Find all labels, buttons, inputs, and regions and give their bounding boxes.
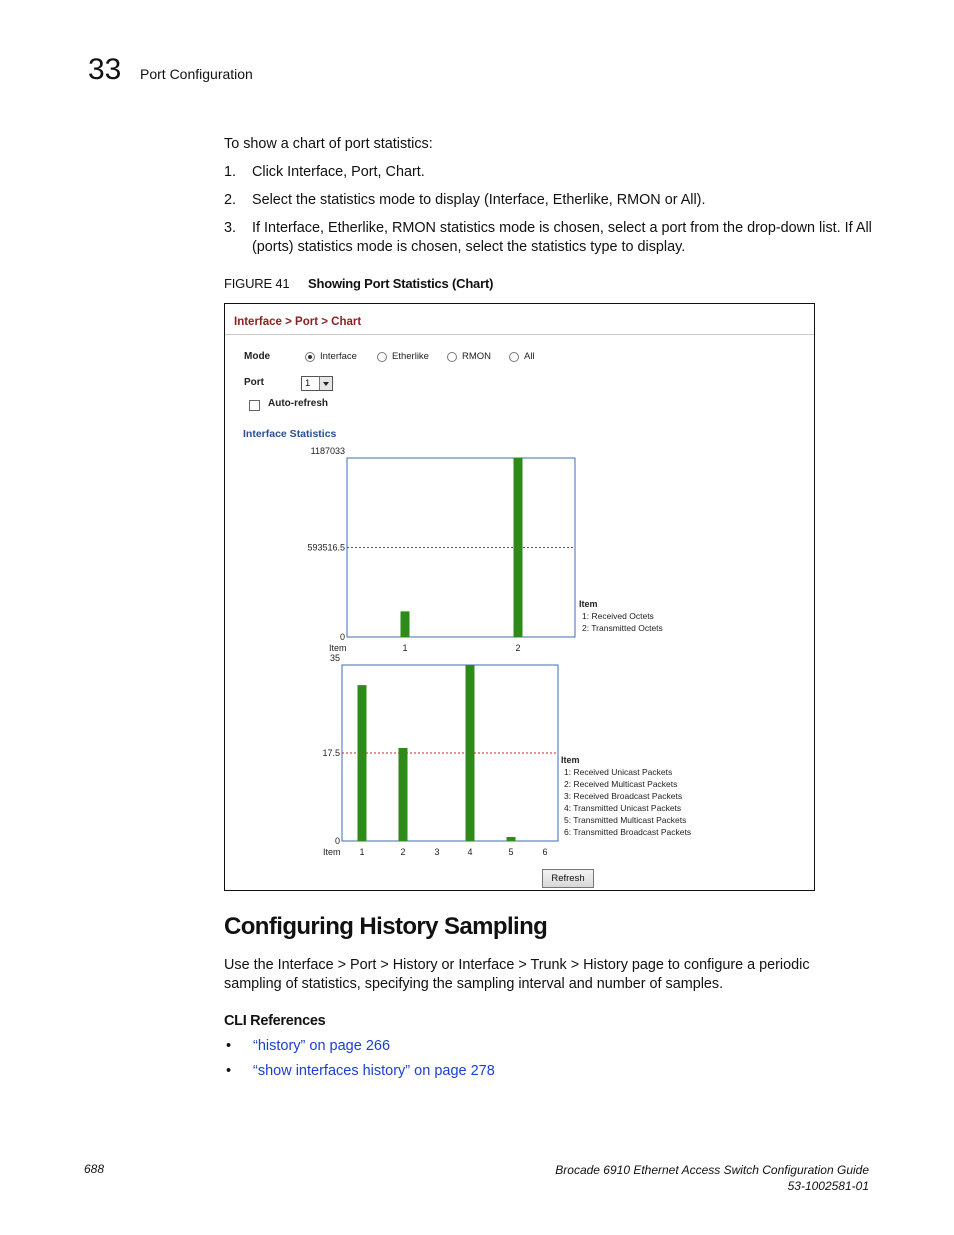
chart-x-tick-label: 1 [402,643,408,653]
section-title: Configuring History Sampling [224,913,548,940]
list-item [224,1059,495,1084]
chevron-down-icon[interactable] [319,377,332,390]
chart-bar [514,458,523,637]
footer-doc-number: 53-1002581-01 [787,1179,869,1193]
cli-references-title: CLI References [224,1013,326,1029]
steps-list [224,163,874,266]
radio-icon[interactable] [509,352,519,362]
refresh-button[interactable]: Refresh [542,869,594,888]
interface-statistics-title: Interface Statistics [243,428,337,440]
chart-plot-frame [347,458,575,637]
chart-bar [399,748,408,841]
mode-option-label: Etherlike [392,351,429,362]
chart-x-tick-label: 4 [467,847,473,857]
chart-x-tick-label: 3 [434,847,440,857]
footer-doc-title: Brocade 6910 Ethernet Access Switch Configuration Guide [555,1163,869,1177]
chart-x-label: Item [323,847,341,857]
step-item [224,163,874,182]
port-select[interactable] [301,376,333,391]
mode-option-all[interactable] [509,351,535,362]
breadcrumb-divider [225,334,814,335]
chapter-number: 33 [88,53,122,86]
chart-x-tick-label: 5 [508,847,514,857]
figure-caption-text: Showing Port Statistics (Chart) [308,276,494,291]
chart-y-tick-label: 593516.5 [307,542,345,553]
radio-selected-icon[interactable] [305,352,315,362]
chart-y-tick-label: 0 [339,632,345,642]
chapter-title: Port Configuration [140,66,253,82]
step-number: 2. [224,192,237,208]
mode-option-label: All [524,351,535,362]
cli-reference-link[interactable]: “history” on page 266 [253,1038,391,1054]
chart-legend-title: Item [561,755,580,765]
chart-legend-entry: 3: Received Broadcast Packets [564,791,683,801]
port-label: Port [244,377,264,388]
figure-caption [224,276,493,291]
chart-bar [466,665,475,841]
mode-label: Mode [244,351,271,362]
chart-x-tick-label: 2 [515,643,521,653]
chart-legend-entry: 2: Transmitted Octets [582,623,663,633]
chart-legend-entry: 1: Received Unicast Packets [564,767,673,777]
list-item [224,1034,495,1059]
radio-icon[interactable] [377,352,387,362]
auto-refresh-label: Auto-refresh [268,398,329,409]
chart-legend-entry: 2: Received Multicast Packets [564,779,678,789]
chart-legend-entry: 1: Received Octets [582,611,654,621]
chart-y-tick-label: 17.5 [322,748,340,758]
chart-bar [401,611,410,637]
step-item [224,191,874,210]
step-number: 1. [224,164,237,180]
chart-y-tick-label: 35 [329,653,340,663]
chart-x-tick-label: 2 [400,847,406,857]
figure-screenshot [224,303,815,891]
chart-legend-entry: 4: Transmitted Unicast Packets [564,803,682,813]
page-number: 688 [84,1162,105,1176]
chart-y-tick-label: 0 [334,836,340,846]
mode-option-interface[interactable] [305,351,357,362]
section-text: Use the Interface > Port > History or Interface > Trunk > History page to configure a periodic sampling of statistics, specifying the sampling interval and number of samples. [224,957,810,992]
step-number: 3. [224,220,237,236]
bullet-icon: • [226,1063,232,1079]
step-item [224,219,874,257]
chart-legend-entry: 5: Transmitted Multicast Packets [564,815,687,825]
bullet-icon: • [226,1038,232,1054]
chart-y-tick-label: 1187033 [310,446,345,456]
footer-doc-info [555,1162,869,1194]
chart-x-tick-label: 1 [359,847,365,857]
statistics-charts [225,304,814,890]
auto-refresh-checkbox[interactable] [249,400,260,411]
step-text: Select the statistics mode to display (Interface, Etherlike, RMON or All). [252,192,706,208]
step-text: If Interface, Etherlike, RMON statistics mode is chosen, select a port from the drop-down list. If All (ports) statistics mode is chosen, select the statistics type to display. [252,220,872,255]
chart-legend-entry: 6: Transmitted Broadcast Packets [564,827,692,837]
step-text: Click Interface, Port, Chart. [252,164,425,180]
chart-legend-title: Item [579,599,598,609]
cli-reference-link[interactable]: “show interfaces history” on page 278 [253,1063,495,1079]
figure-label: FIGURE 41 [224,276,290,291]
chart-bar [507,837,516,841]
mode-option-label: Interface [320,351,357,362]
mode-option-rmon[interactable] [447,351,491,362]
chart-x-label: Item [329,643,347,653]
radio-icon[interactable] [447,352,457,362]
port-select-value: 1 [305,378,311,389]
chart-x-tick-label: 6 [542,847,548,857]
intro-text: To show a chart of port statistics: [224,136,433,152]
mode-option-label: RMON [462,351,492,362]
breadcrumb: Interface > Port > Chart [234,316,362,328]
mode-option-etherlike[interactable] [377,351,429,362]
chart-bar [358,685,367,841]
cli-references-list [224,1034,495,1084]
chart-plot-frame [342,665,558,841]
